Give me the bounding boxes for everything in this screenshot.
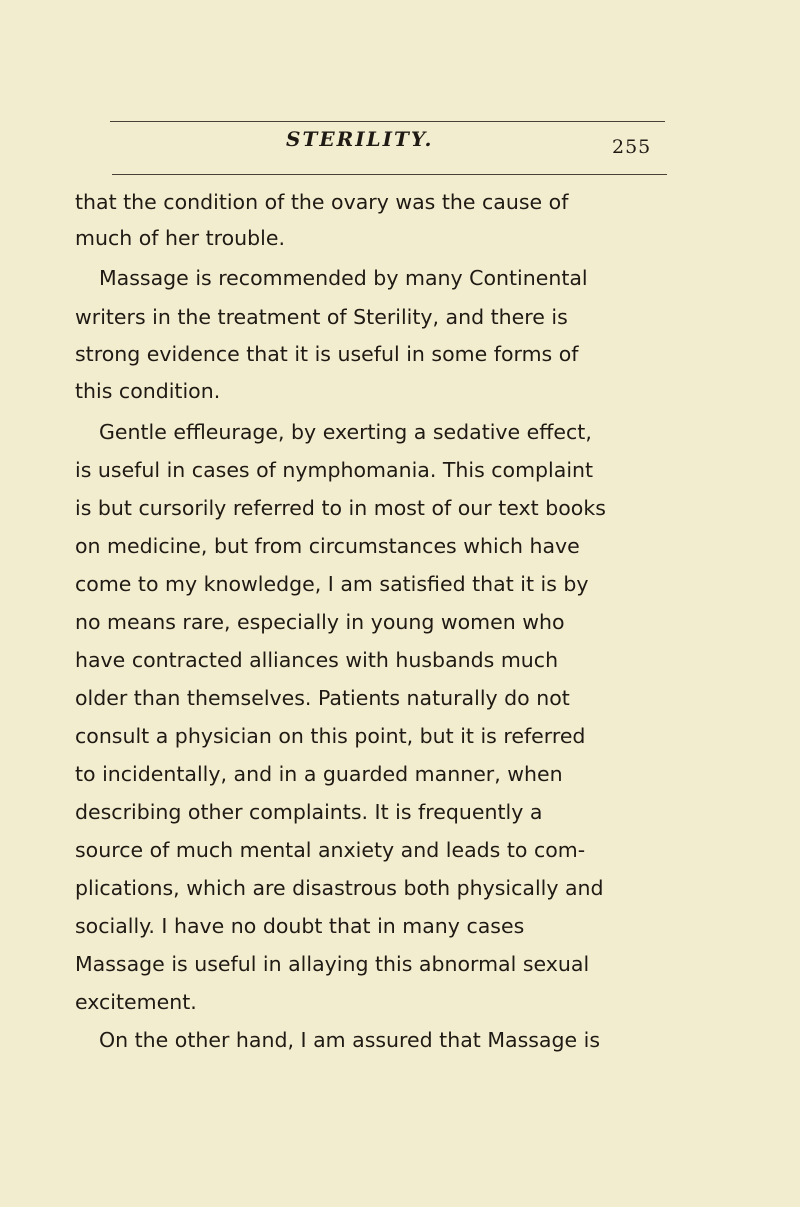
- text-line: consult a physician on this point, but it is referred: [75, 724, 586, 748]
- text-line: no means rare, especially in young women who: [75, 610, 565, 634]
- text-line: to incidentally, and in a guarded manner, when: [75, 762, 563, 786]
- text-line: On the other hand, I am assured that Massage is: [99, 1028, 601, 1052]
- text-line: plications, which are disastrous both physically and: [75, 876, 604, 900]
- text-line: Massage is recommended by many Continental: [99, 266, 588, 290]
- header-bottom-rule: [112, 174, 667, 175]
- text-line: this condition.: [75, 379, 221, 403]
- text-line: source of much mental anxiety and leads to com-: [75, 838, 586, 862]
- text-line: is but cursorily referred to in most of our text books: [75, 496, 606, 520]
- text-line: on medicine, but from circumstances which have: [75, 534, 580, 558]
- text-line: writers in the treatment of Sterility, and there is: [75, 305, 568, 329]
- text-line: Gentle effleurage, by exerting a sedative effect,: [99, 420, 592, 444]
- text-line: Massage is useful in allaying this abnormal sexual: [75, 952, 590, 976]
- text-line: much of her trouble.: [75, 226, 285, 250]
- text-line: older than themselves. Patients naturally do not: [75, 686, 570, 710]
- text-line: strong evidence that it is useful in some forms of: [75, 342, 579, 366]
- running-head: STERILITY.: [286, 127, 434, 151]
- page-number: 255: [612, 136, 652, 158]
- text-line: describing other complaints. It is frequently a: [75, 800, 543, 824]
- text-line: socially. I have no doubt that in many cases: [75, 914, 525, 938]
- text-line: that the condition of the ovary was the cause of: [75, 190, 569, 214]
- text-line: is useful in cases of nymphomania. This complaint: [75, 458, 594, 482]
- text-line: come to my knowledge, I am satisfied that it is by: [75, 572, 589, 596]
- header-top-rule: [110, 121, 665, 122]
- text-line: have contracted alliances with husbands much: [75, 648, 559, 672]
- text-line: excitement.: [75, 990, 197, 1014]
